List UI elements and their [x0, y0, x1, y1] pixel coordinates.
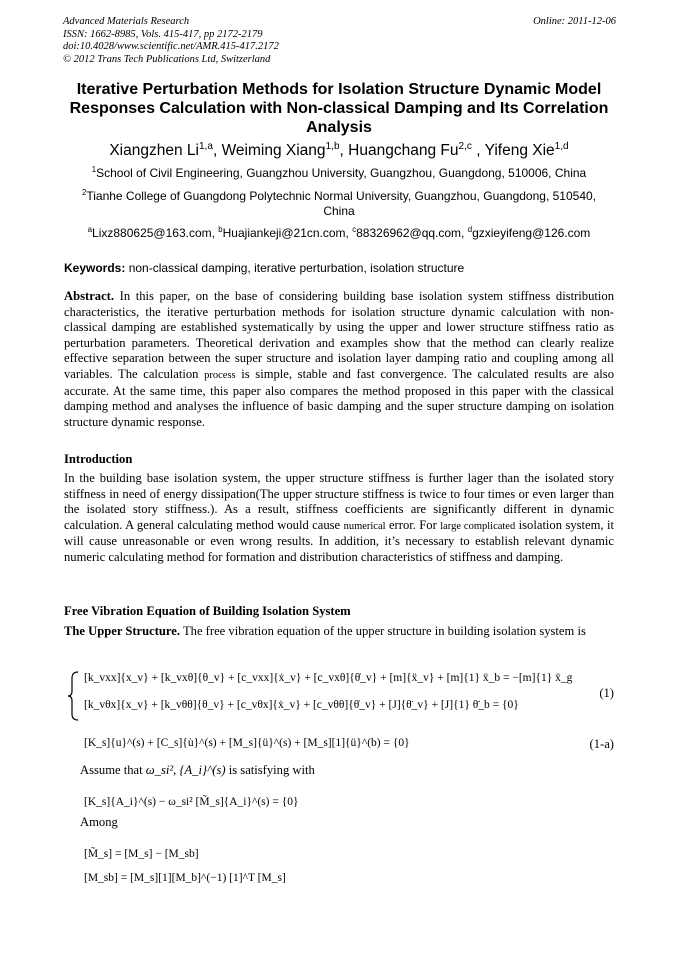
keywords-text: non-classical damping, iterative perturbation, isolation structure: [125, 261, 465, 275]
equation-number: (1): [599, 686, 614, 700]
author-name: Yifeng Xie: [484, 142, 555, 159]
email-link[interactable]: gzxieyifeng@126.com: [472, 226, 591, 240]
online-date: Online: 2011-12-06: [533, 16, 616, 27]
author-sup: 1,d: [554, 140, 569, 152]
email-link[interactable]: Lixz880625@163.com,: [92, 226, 219, 240]
subsection-label: The Upper Structure.: [64, 624, 181, 638]
title-line-1: Iterative Perturbation Methods for Isolation Structure Dynamic Model: [76, 81, 602, 98]
title-line-2: Responses Calculation with Non-classical Damping and Its Correlation: [69, 100, 609, 117]
equation-number: (1-a): [589, 737, 614, 751]
abstract: Abstract. In this paper, on the base of considering building base isolation system stiffness distribution characteristics, the iterative perturbation methods for isolation structure dynamic calculation with non-classical damping are established systematically by using the upper and lower structure stiffness ratio as perturbation parameters. Theoretical derivation and examples show that the method can clearly realize effective separation between the super structure and isolation layer damping ratio and coupling among all variables. The calculation process is simple, stable and fast convergence. The calculated results are also accurate. At the same time, this paper also compares the method proposed in this paper with the classical damping method and analyses the influence of basic damping and the super structure damping on isolation structure dynamic response.: [64, 289, 614, 429]
copyright-line: © 2012 Trans Tech Publications Ltd, Switzerland: [63, 53, 271, 65]
author-list: Xiangzhen Li$^{1,a}$, Weiming Xiang$^{1,b}$, Huangchang Fu$^{2,c}$ , Yifeng Xie$^{1,d}$: [109, 140, 569, 159]
assume-line: Assume that ω_si², {A_i}^(s) is satisfying with: [80, 763, 315, 777]
equation-4: [M_sb] = [M_s][1][M_b]^(−1) [1]^T [M_s]: [84, 872, 286, 884]
journal-header: [63, 16, 279, 66]
affiliation-2: $^2$Tianhe College of Guangdong Polytechnic Normal University, Guangzhou, Guangdong, 510540, China: [82, 188, 596, 218]
author-name: Xiangzhen Li: [109, 142, 199, 159]
upper-structure-paragraph: The Upper Structure. The free vibration equation of the upper structure in building isolation system is: [64, 624, 586, 638]
equation-2: [K_s]{A_i}^(s) − ω_si² [M̃_s]{A_i}^(s) = {0}: [84, 796, 299, 808]
section-heading: Free Vibration Equation of Building Isolation System: [64, 604, 351, 618]
author-sup: 1,b: [325, 140, 340, 152]
equation-1a: [K_s]{u}^(s) + [C_s]{u̇}^(s) + [M_s]{ü}^(s) + [M_s][1]{ü}^(b) = {0}: [84, 737, 410, 749]
email-link[interactable]: Huajiankeji@21cn.com,: [222, 226, 353, 240]
title-line-3: Analysis: [306, 119, 372, 136]
equation-3: [M̃_s] = [M_s] − [M_sb]: [84, 848, 199, 860]
introduction-heading: Introduction: [64, 452, 133, 466]
issn-line: ISSN: 1662-8985, Vols. 415-417, pp 2172-2179: [63, 28, 263, 40]
keywords-label: Keywords:: [64, 261, 126, 275]
introduction-text: In the building base isolation system, the upper structure stiffness is further lager than the isolated story stiffness in need of energy dissipation(The upper structure stiffness is twice to four times or even larger than the isolated story stiffness.). As a result, stiffness coefficients are significantly different in dynamic calculation. A general calculating method would cause numerical error. For large complicated isolation system, it will cause unreasonable or even wrong results. In addition, it’s necessary to establish relevant dynamic numeric calculating method for formation and distribution characteristics of stiffness and damping.: [64, 471, 614, 564]
abstract-label: Abstract.: [64, 289, 115, 303]
keywords: [64, 261, 614, 275]
equation-brace: [66, 670, 80, 722]
email-link[interactable]: 88326962@qq.com,: [356, 226, 468, 240]
assume-math: ω_si², {A_i}^(s): [145, 763, 226, 777]
author-sup: 1,a: [198, 140, 213, 152]
author-name: Weiming Xiang: [221, 142, 326, 159]
author-sup: 2,c: [458, 140, 472, 152]
doi-line: doi:10.4028/www.scientific.net/AMR.415-417.2172: [63, 41, 279, 52]
equation-1-row-1: [k_vxx]{x_v} + [k_vxθ]{θ_v} + [c_vxx]{ẋ_v} + [c_vxθ]{θ̇_v} + [m]{ẍ_v} + [m]{1} ẍ_b = −[m]{1} ẍ_g: [84, 672, 573, 684]
journal-name: Advanced Materials Research: [63, 16, 190, 27]
among-label: Among: [80, 815, 118, 829]
affiliation-1: $^1$School of Civil Engineering, Guangzhou University, Guangzhou, Guangdong, 510006, China: [91, 165, 587, 180]
equation-1-row-2: [k_vθx]{x_v} + [k_vθθ]{θ_v} + [c_vθx]{ẋ_v} + [c_vθθ]{θ̇_v} + [J]{θ̈_v} + [J]{1} θ̈_b = {0}: [84, 699, 519, 711]
email-list: $^a$Lixz880625@163.com, $^b$Huajiankeji@21cn.com, $^c$88326962@qq.com, $^d$gzxieyifeng@126.com: [87, 225, 591, 240]
paper-title: [40, 80, 638, 137]
author-name: Huangchang Fu: [348, 142, 459, 159]
